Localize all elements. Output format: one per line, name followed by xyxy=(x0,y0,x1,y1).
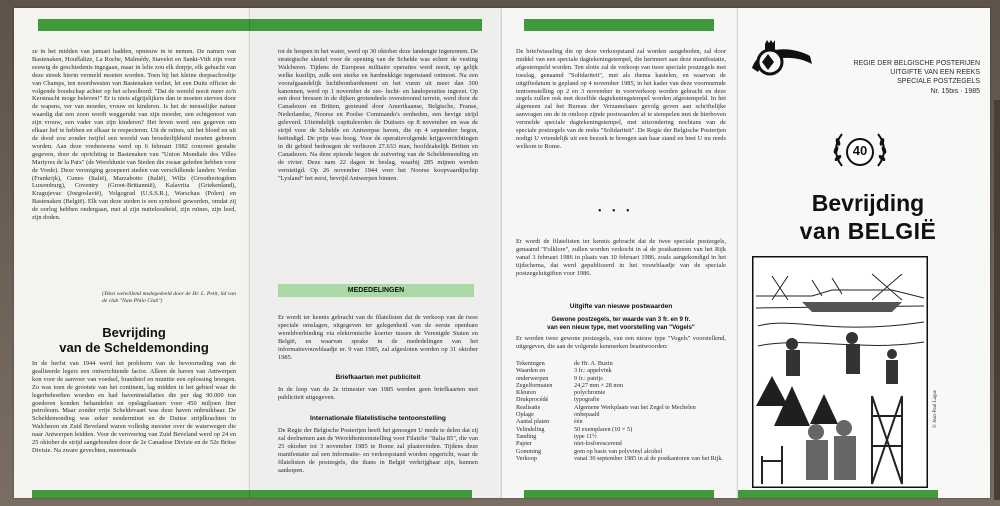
heading-bevrijding: Bevrijding xyxy=(102,325,166,340)
spec-row xyxy=(516,411,726,418)
spec-row xyxy=(516,433,726,440)
issue-number: Nr. 15bis · 1985 xyxy=(930,88,980,95)
spec-label: Velindeling xyxy=(516,425,545,433)
folklore-text: Er wordt de filatelisten ter kennis gebracht dat de twee speciale postzegels, genaamd "Folklore", zullen worden verkocht in al de postkantoren van het Rijk vanaf 3 februari 1986 in plaats van 10 februari 1986, zoals aangekondigd in het tijdschema, dat werd gepubliceerd in het vouwblaadje van de speciale postzegeluitgiften voor 1986. xyxy=(516,238,726,277)
spec-value: 9 fr.: patrijs xyxy=(574,374,603,382)
panel-cover xyxy=(738,8,990,498)
spec-value: één xyxy=(574,418,583,426)
spec-value: vanaf 30 september 1985 in al de postkantoren van het Rijk. xyxy=(574,454,723,462)
green-band-bottom xyxy=(524,490,714,498)
subheading-briefkaarten: Briefkaarten met publiciteit xyxy=(335,374,421,381)
illustration-credit: © Jean-Paul Lagae xyxy=(933,390,938,428)
post-horn-logo-icon xyxy=(748,38,818,82)
regie-line-1: REGIE DER BELGISCHE POSTERIJEN xyxy=(853,60,980,67)
cover-title-1: Bevrijding xyxy=(811,190,925,216)
subheading-uitgifte: Uitgifte van nieuwe postwaarden xyxy=(569,303,673,310)
stamp-specifications xyxy=(516,360,726,462)
spec-row xyxy=(516,360,726,367)
spec-value: Algemene Werkplaats van het Zegel te Mechelen xyxy=(574,403,696,411)
text-credit: (Tekst welwillend medegedeeld door de Hr. L. Petit, lid van de club "Nuts Philo Club") xyxy=(102,291,236,304)
subheading-tentoonstelling: Internationale filatelistische tentoonstelling xyxy=(310,415,446,422)
panel-left xyxy=(14,8,250,498)
spec-value: niet-fosforescerend xyxy=(574,440,622,448)
green-band-bottom xyxy=(738,490,938,498)
spec-row xyxy=(516,455,726,462)
spec-label: Gomming xyxy=(516,447,542,455)
spec-row xyxy=(516,367,726,374)
subheading-vogels-1: Gewone postzegels, ter waarde van 3 fr. en 9 fr. xyxy=(551,316,691,323)
walcheren-text: tot de heupen in het water, werd op 30 oktober deze landengte ingenomen. De strategische sleutel voor de opening van de Schelde was echter de vesting Walcheren. Tijdens de Europese militaire operaties werd nooit, op gelijk welke kustlijn, zulk een sterke en hardnekkige tegenstand ontmoet. Na een voorafgaandelijk luchtbombardement en het vuren uit meer dan 300 kanonnen, werd op 1 november de zee- lucht- en landoperaties ingezet. Op een door bressen in de dijken grotendeels overstroomd terrein, werd door de Canadezen en Britten, gesteund door Amerikaanse, Belgische, Franse, Nederlandse, Noorse en Poolse Commando's eenheden, een hevige strijd geleverd. Uiteindelijk capituleerden de Duitsers op 8 november en was de strijd voor de Schelde en Antwerpse haven, die op 4 september begon, beëindigd. De prijs was hoog. Voor de operatievolgende krijgsverrichtingen in dit gebied bedroegen de verliezen 27.633 man, hoofdzakelijk Britten en Canadezen. Na deze episode begon de zuivering van de Scheldemonding en de rivier. Deze nam 22 dagen in beslag, waarbij 285 mijnen werden vernietigd. Op 26 november 1944 voer het Noorse koopvaardijschip "Lysland" het eerst, bevrijd Antwerpen binnen. xyxy=(278,48,478,182)
spec-value: 50 exemplaren (10 × 5) xyxy=(574,425,633,433)
heading-scheldemonding: van de Scheldemonding xyxy=(59,340,209,355)
briefkaarten-text: In de loop van de 2e trimester van 1985 werden geen briefkaarten met publiciteit uitgegeven. xyxy=(278,386,478,401)
subheading-vogels-2: van een nieuw type, met voorstelling van "Vogels" xyxy=(547,324,695,331)
spec-value: 3 fr.: appelvink xyxy=(574,367,612,375)
spec-value: 24,27 mm × 28 mm xyxy=(574,381,624,389)
separator-dots: • • • xyxy=(598,206,634,217)
green-band-bottom xyxy=(250,490,472,498)
spec-label: Realisatie xyxy=(516,403,541,411)
green-band-bottom xyxy=(32,490,250,498)
schelde-text: In de herfst van 1944 werd het probleem van de bevoorrading van de geallieerde legers een ontwrichtende factor. Alleen de haven van Antwerpen kon voor de aanvoer van voedsel, brandstof en munitie een oplossing brengen. Zo was toen de grootste van het continent, lag midden in het gebied waar de legerbehoeften woeden en had haveninstallaties die per dag 90.000 ton goederen konden behandelen en opslagplaatsen voor 450 miljoen liter petroleum. Maar zonder vrije Scheldevaart was deze haven onbruikbaar. De Scheldemonding was zeker eenderminst en de Duitse strijdkrachten in Walcheren en Zuid Beveland waren volledig meester over de waterwegen die naar Antwerpen leidden. Voor de verovering van Zuid Beveland werd op 24 en 25 oktober de strijd aangebonden door de 2e Canadese Divisie en de 52e Britse Divisie. Na zware gevechten, meermaals xyxy=(32,360,236,454)
spec-value: de Hr. A. Buzin xyxy=(574,360,613,367)
regie-line-3: SPECIALE POSTZEGELS xyxy=(897,78,980,85)
spec-row xyxy=(516,440,726,447)
panel-center-left xyxy=(250,8,502,498)
anniversary-number: 40 xyxy=(852,143,868,158)
bastogne-text: ze in het midden van januari hadden, opnieuw in te nemen. De namen van Bastenaken, Houffalize, La Roche, Malmédy, Stavelot en Sankt-Vith zijn voor eeuwig de geschiedenis ingegaan, maar in lelie zou elk dorpje, elk gehucht van deze streek hierin vermeld moeten worden. Toen hij het kleine dorpsschooltje van Champs, ten noordwesten van Bastenaken verliet, let een Duits officier de volgende boodschap achter op het schoolbord: "Dat de wereld nooit meer zo'n Kerstnacht moge beleven!" Er is niets afgrijslijkers dan te moeten sterven door de wapens, ver van moeder, vrouw en kinderen. Is het de menselijke natuur waardig dat een zoon wordt weggerukt van zijn moeder, een echtgenoot van zijn vrouw, een vader van zijn kinderen? Het leven werd ons gegeven om elkaar lief te hebben en elkaar te respecteren. Uit de ruïnes, uit het bloed en uit de dood zou zonder twijfel een wereld van broederlijkheid moeten geboren worden. Aan deze vredeswens werd op 6 februari 1982 concreet gestalte gegeven, door de oprichting te Bastenaken van "Union Mondiale des Villes Martyres de la Paix" (de Wereldunie van Steden die zwaar geleden hebben voor de Vrede). Deze vereniging groepeert steden van verschillende landen: Verdun (Frankrijk), Cuneo (Italië), Marzabotto (Italië), Wiltz (Groothertogdom Luxemburg), Coventry (Groot-Brittannië), Kalavrita (Griekenland), Kragujevac (Joegoslavië), Volgograd (U.S.S.R.), Warschau (Polen) en Bastenaken (België). Elk van deze steden is een symbool geworden, omdat zij de oorlog hebben ondergaan, met al zijn nutteloosheid, zijn ruïnes, zijn leed, zijn doden. xyxy=(32,48,236,222)
spec-label: Verkoop xyxy=(516,454,537,462)
spec-label: Drukprocédé xyxy=(516,396,549,404)
spec-label: Oplage xyxy=(516,411,534,419)
mededelingen-banner: MEDEDELINGEN xyxy=(278,284,474,297)
spec-label: Waarden en xyxy=(516,367,546,375)
green-band xyxy=(38,19,250,31)
tentoonstelling-text: De Regie der Belgische Posterijen heeft het genoegen U mede te delen dat zij zal deelnemen aan de Wereldtentoonstelling voor Filatelie "Italia 85", die van 25 oktober tot 3 november 1985 te Rome zal plaatsvinden. Tijdens deze manifestatie zal een informatie- en verkoopstand worden opgericht, waar de filatelisten de postzegels, die thans in België verkrijgbaar zijn, kunnen aankopen. xyxy=(278,427,478,474)
spec-label: Tanding xyxy=(516,432,537,440)
spec-row xyxy=(516,389,726,396)
green-band xyxy=(250,19,482,31)
liberation-illustration xyxy=(752,256,928,488)
regie-line-2: UITGIFTE VAN EEN REEKS xyxy=(890,69,980,76)
rome-stand-text: De briefwisseling die op deze verkoopstand zal worden aangeboden, zal door middel van een speciale dagtekeningstempel, die herinnert aan deze manifestatie, afgestempeld worden. Ten slotte zal de verkoop van twee speciale postzegels met toeslag, genaamd "Solidariteit", met als thema kastelen, en waarvan de uitgiftedatum is gepland op 4 november 1985, in het kader van deze voornoemde tentoonstelling op 2 en 3 november in voorverkoop worden gebracht en deze zegels zullen ook met dezelfde dagtekeningstempel worden afgestempeld. In het algemeen zal het Bureau der Verzamelaars gevolg geven aan schriftelijke aanvragen om de in omloop zijnde postwaarden af te stempelen met de hierboven vermelde speciale dagtekeningstempel, met uitzondering nochtans van de speciale postzegels van de reeks "Solidariteit". De Regie der Belgische Posterijen nodigt U vriendelijk uit een bezoek te brengen aan haar stand en heet U nu reeds welkom te Rome. xyxy=(516,48,726,150)
spec-value: type 11½ xyxy=(574,432,597,440)
mededelingen-text: Er wordt ter kennis gebracht van de filatelisten dat de verkoop van de twee speciale omslagen, uitgegeven ter gelegenheid van de eerste openbare wereldverbinding via elektronische koerier tussen de Verenigde Staten en België, en waarvan sprake in de mededelingen van het informatievouwblaadje nr. 9 van 1985, zal afgesloten worden op 31 oktober 1985. xyxy=(278,314,478,361)
spec-label: Zegelformaten xyxy=(516,381,553,389)
spec-value: onbepaald xyxy=(574,411,600,419)
spec-value: gom op basis van polyvinyl alcohol xyxy=(574,447,663,455)
spec-row xyxy=(516,418,726,425)
spec-label: Kleuren xyxy=(516,389,536,397)
spec-row xyxy=(516,382,726,389)
spec-value: polychromie xyxy=(574,389,606,397)
green-band xyxy=(524,19,714,31)
spec-row xyxy=(516,404,726,411)
background-edge xyxy=(994,100,1000,500)
spec-label: Papier xyxy=(516,440,532,448)
spec-row xyxy=(516,396,726,403)
cover-title-2: van BELGIË xyxy=(799,218,937,244)
panel-center-right xyxy=(502,8,738,498)
spec-row xyxy=(516,448,726,455)
spec-label: onderwerpen xyxy=(516,374,549,382)
spec-value: typografie xyxy=(574,396,600,404)
spec-row xyxy=(516,375,726,382)
spec-label: Aantal platen xyxy=(516,418,550,426)
spec-row xyxy=(516,426,726,433)
vogels-intro: Er worden twee gewone postzegels, van een nieuw type "Vogels" voorstellend, uitgegeven, die aan de volgende kenmerken beantwoorden: xyxy=(516,335,726,350)
spec-label: Tekeningen xyxy=(516,360,545,367)
